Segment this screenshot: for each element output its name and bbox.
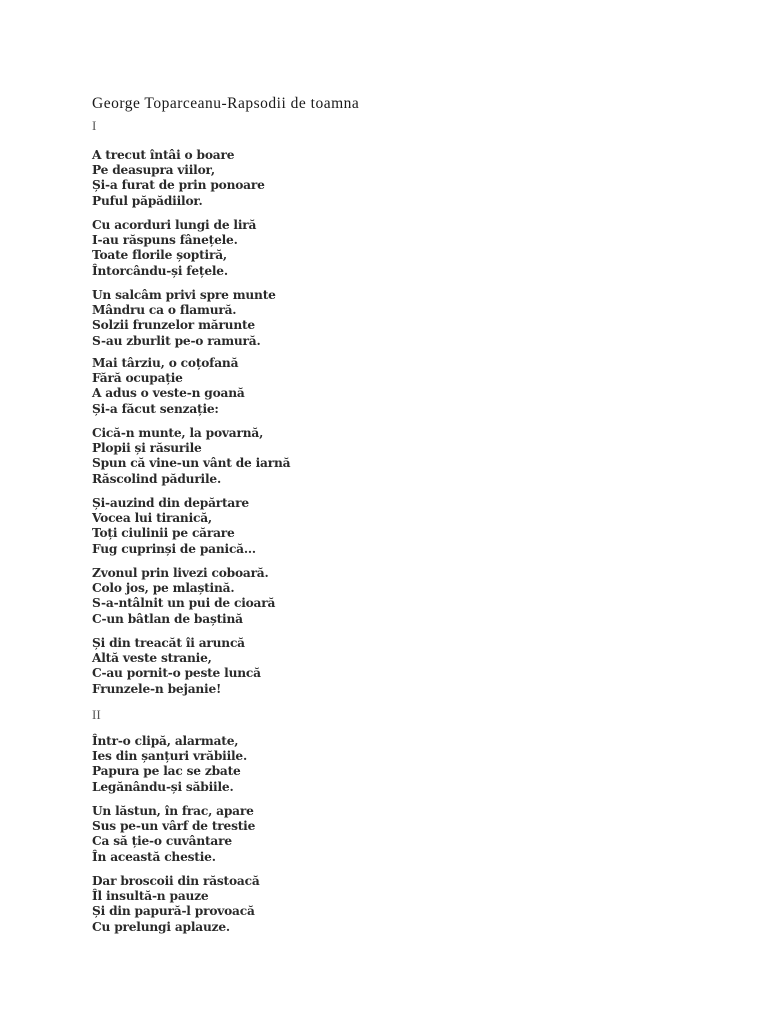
verse-line: Răscolind pădurile. bbox=[92, 471, 222, 486]
stanza bbox=[92, 496, 256, 557]
verse-line: Ies din șanțuri vrăbiile. bbox=[92, 749, 248, 764]
verse-line: În această chestie. bbox=[92, 849, 216, 864]
verse-line: Cică-n munte, la povarnă, bbox=[92, 426, 264, 440]
verse-line: A adus o veste-n goană bbox=[92, 386, 245, 401]
stanza bbox=[92, 636, 261, 697]
stanza bbox=[92, 426, 290, 487]
stanza bbox=[92, 356, 245, 417]
verse-line: C-au pornit-o peste luncă bbox=[92, 666, 261, 681]
verse-line: Mai târziu, o coțofană bbox=[92, 356, 239, 370]
verse-line: Și-auzind din depărtare bbox=[92, 496, 249, 510]
verse-line: A trecut întâi o boare bbox=[92, 148, 235, 162]
stanza bbox=[92, 566, 275, 627]
verse-line: Sus pe-un vârf de trestie bbox=[92, 819, 256, 834]
verse-line: Cu acorduri lungi de liră bbox=[92, 218, 257, 232]
verse-line: Și-a făcut senzație: bbox=[92, 401, 219, 416]
verse-line: Un salcâm privi spre munte bbox=[92, 288, 276, 302]
verse-line: Și-a furat de prin ponoare bbox=[92, 178, 265, 193]
stanza bbox=[92, 218, 256, 279]
verse-line: S-au zburlit pe-o ramură. bbox=[92, 333, 261, 348]
verse-line: Cu prelungi aplauze. bbox=[92, 919, 230, 934]
section-numeral: II bbox=[92, 707, 101, 722]
verse-line: Pe deasupra viilor, bbox=[92, 163, 215, 178]
verse-line: Toți ciulinii pe cărare bbox=[92, 526, 235, 541]
verse-line: Un lăstun, în frac, apare bbox=[92, 804, 254, 818]
verse-line: Într-o clipă, alarmate, bbox=[92, 734, 239, 748]
stanza bbox=[92, 148, 265, 209]
verse-line: Toate florile șoptiră, bbox=[92, 248, 227, 263]
stanza bbox=[92, 874, 260, 935]
verse-line: Spun că vine-un vânt de iarnă bbox=[92, 456, 291, 471]
verse-line: Și din papură-l provoacă bbox=[92, 904, 255, 919]
stanza bbox=[92, 288, 276, 349]
verse-line: Întorcându-și fețele. bbox=[92, 263, 228, 278]
stanza bbox=[92, 804, 255, 865]
verse-line: Mândru ca o flamură. bbox=[92, 303, 237, 318]
verse-line: Zvonul prin livezi coboară. bbox=[92, 566, 269, 580]
verse-line: Dar broscoii din răstoacă bbox=[92, 874, 260, 888]
verse-line: Altă veste stranie, bbox=[92, 651, 212, 666]
verse-line: Fug cuprinși de panică… bbox=[92, 541, 256, 556]
stanza bbox=[92, 734, 247, 795]
verse-line: Legănându-și săbiile. bbox=[92, 779, 234, 794]
verse-line: S-a-ntâlnit un pui de cioară bbox=[92, 596, 276, 611]
section-numeral: I bbox=[92, 118, 97, 133]
verse-line: Solzii frunzelor mărunte bbox=[92, 318, 255, 333]
verse-line: Ca să ție-o cuvântare bbox=[92, 834, 232, 849]
verse-line: Vocea lui tiranică, bbox=[92, 511, 212, 526]
verse-line: C-un bâtlan de baștină bbox=[92, 611, 243, 626]
verse-line: Papura pe lac se zbate bbox=[92, 764, 241, 779]
verse-line: Frunzele-n bejanie! bbox=[92, 681, 222, 696]
verse-line: Și din treacăt îi aruncă bbox=[92, 636, 245, 650]
verse-line: Colo jos, pe mlaștină. bbox=[92, 581, 235, 596]
verse-line: I-au răspuns fânețele. bbox=[92, 233, 238, 248]
verse-line: Îl insultă-n pauze bbox=[92, 889, 209, 904]
document-title: George Toparceanu-Rapsodii de toamna bbox=[92, 95, 360, 113]
verse-line: Fără ocupație bbox=[92, 371, 183, 386]
verse-line: Puful păpădiilor. bbox=[92, 193, 203, 208]
verse-line: Plopii și răsurile bbox=[92, 441, 202, 456]
